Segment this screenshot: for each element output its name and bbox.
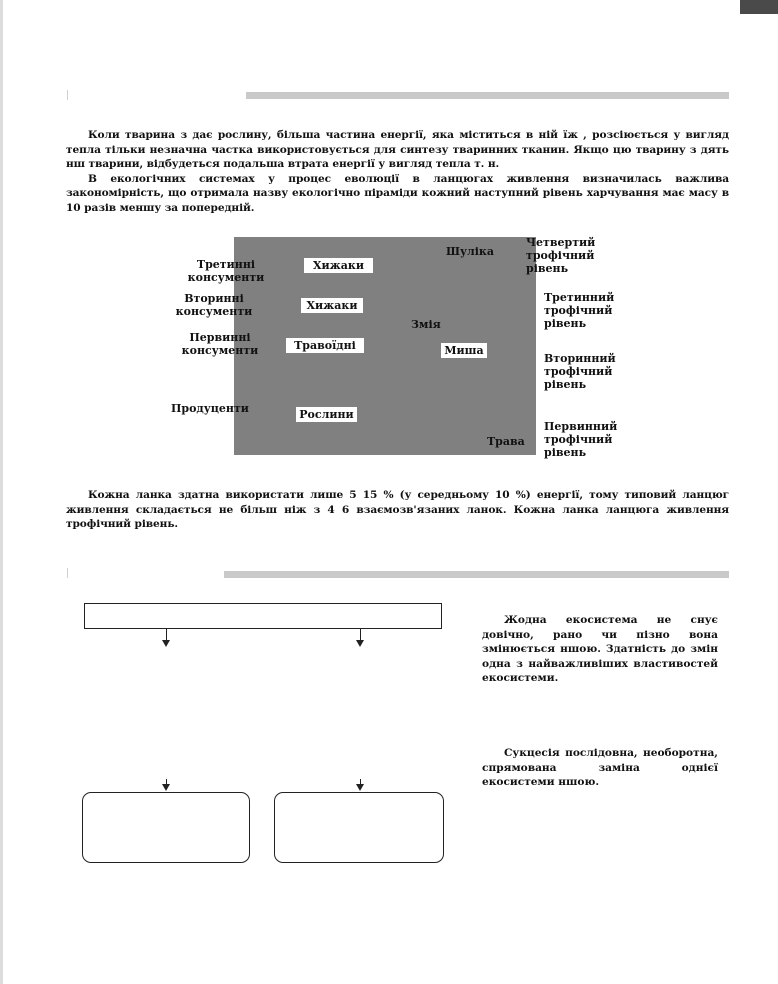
energy-transfer-paragraph: Кожна ланка здатна використати лише 5 15 % (у середньому 10 %) енергії, тому типовий ланцюг живлення складається не більш ніж з 4 6 взаємозв'язаних ланок. Кожна ланка ланцюга живлення трофічний рівень. [66, 489, 729, 530]
label-second-trophic-level: Вторинний трофічний рівень [544, 352, 616, 391]
box-predators-top: Хижаки [304, 258, 373, 273]
ecological-pyramid-area [234, 237, 536, 455]
intro-paragraph-1: Коли тварина з дає рослину, більша частина енергії, яка міститься в ній їж , розсіюється у вигляд тепла тільки незначна частка використовується для синтезу тваринних тканин. Якщо цю тварину з дять нш тварини, відбудеться подальша втрата енергії у вигляд тепла т. н. [66, 129, 729, 170]
label-kite: Шуліка [446, 245, 494, 258]
box-herbivores: Травоїдні [286, 338, 364, 353]
ecosystem-change-text [482, 613, 718, 686]
arrow-head-left-bottom [162, 784, 170, 791]
succession-box-right [274, 792, 444, 863]
label-snake: Змія [411, 318, 441, 331]
section-2-header-bar [224, 571, 729, 578]
succession-definition-paragraph: Сукцесія послідовна, необоротна, спрямована заміна однієї екосистеми ншою. [482, 747, 718, 788]
succession-box-left [82, 792, 250, 863]
succession-top-box [84, 603, 442, 629]
label-grass: Трава [487, 435, 525, 448]
succession-definition-text [482, 746, 718, 790]
box-predators: Хижаки [301, 298, 363, 313]
arrow-head-left-top [162, 640, 170, 647]
intro-paragraph-2: В екологічних системах у процес еволюції в ланцюгах живлення визначилась важлива закономірність, що отримала назву екологічно піраміди кожний наступний рівень харчування має масу в 10 разів меншу за попередній. [66, 172, 729, 214]
box-plants: Рослини [296, 407, 357, 422]
label-primary-consumers: Первинні консументи [181, 331, 259, 357]
page-corner-tab [740, 0, 778, 14]
left-page-edge [0, 0, 3, 984]
label-secondary-consumers: Вторинні консументи [175, 292, 253, 318]
intro-text [66, 128, 729, 215]
section-1-header-bar [246, 92, 729, 99]
arrow-head-right-top [356, 640, 364, 647]
label-fourth-trophic-level: Четвертий трофічний рівень [526, 236, 596, 275]
energy-transfer-text [66, 488, 729, 532]
label-producers: Продуценти [171, 402, 249, 415]
label-third-trophic-level: Третинний трофічний рівень [544, 291, 615, 330]
label-first-trophic-level: Первинний трофічний рівень [544, 420, 618, 459]
arrow-head-right-bottom [356, 784, 364, 791]
box-mouse: Миша [441, 343, 487, 358]
label-tertiary-consumers: Третинні консументи [187, 258, 265, 284]
ecosystem-change-paragraph: Жодна екосистема не снує довічно, рано чи пізно вона змінюється ншою. Здатність до змін одна з найважливіших властивостей екосистеми. [482, 614, 718, 684]
section-2-tick [67, 568, 68, 578]
section-1-tick [67, 90, 68, 100]
